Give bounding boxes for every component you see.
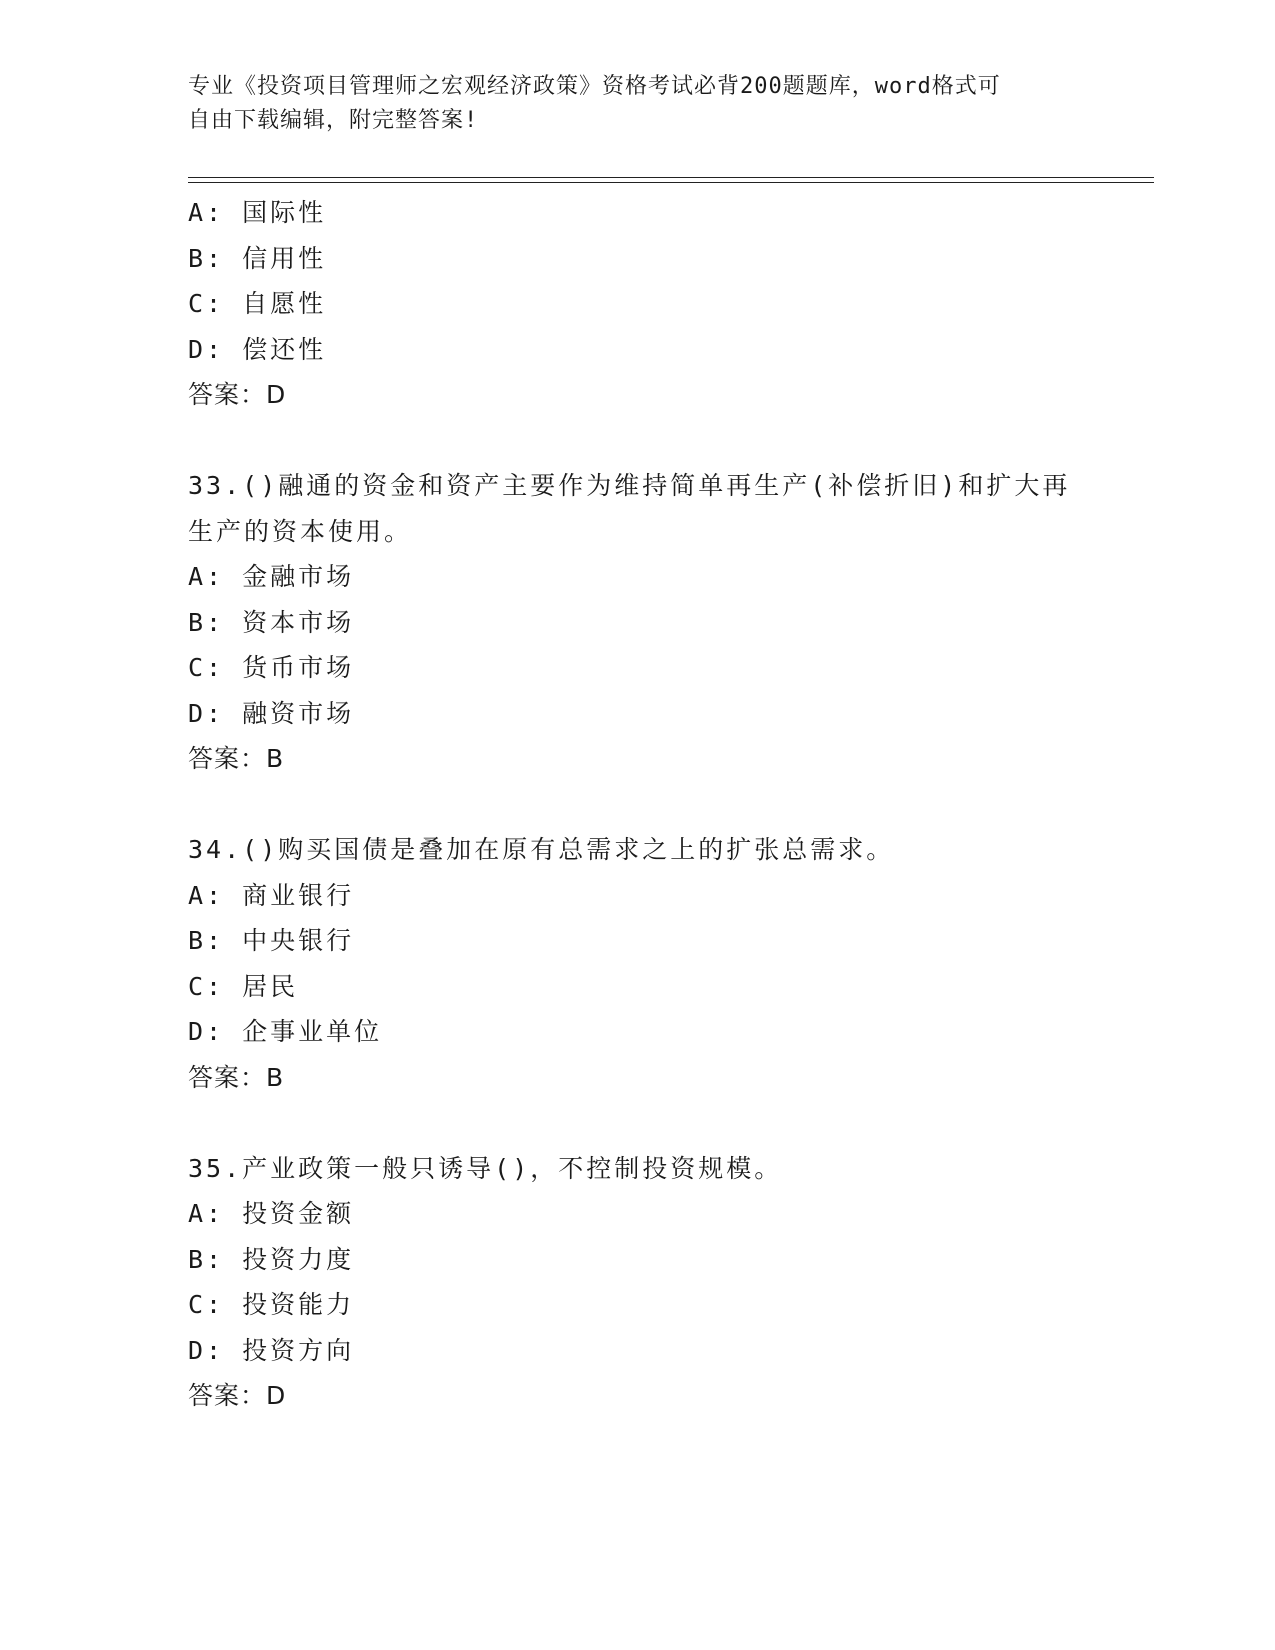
header-line-2: 自由下载编辑，附完整答案!	[188, 108, 479, 133]
question-34	[188, 827, 1088, 1100]
option-a: A: 金融市场	[188, 562, 355, 591]
spacer	[188, 782, 1088, 828]
question-33	[188, 463, 1088, 782]
answer: 答案：B	[188, 1062, 285, 1092]
option-d: D: 企事业单位	[188, 1017, 383, 1046]
spacer	[188, 418, 1088, 464]
question-32	[188, 190, 1088, 418]
option-c: C: 货币市场	[188, 653, 355, 682]
question-stem-line-2: 生产的资本使用。	[188, 516, 413, 546]
option-c: C: 自愿性	[188, 289, 327, 318]
option-b: B: 投资力度	[188, 1244, 355, 1274]
option-a: A: 商业银行	[188, 880, 355, 910]
option-b: B: 中央银行	[188, 926, 355, 955]
answer: 答案：D	[188, 380, 287, 409]
option-a: A: 投资金额	[188, 1199, 355, 1228]
question-stem-line-1: 33.()融通的资金和资产主要作为维持简单再生产(补偿折旧)和扩大再	[188, 471, 1071, 500]
option-c: C: 居民	[188, 971, 299, 1001]
option-b: B: 资本市场	[188, 607, 355, 637]
option-d: D: 偿还性	[188, 334, 327, 364]
header-divider-bottom	[188, 182, 1154, 183]
header-line-1: 专业《投资项目管理师之宏观经济政策》资格考试必背200题题库，word格式可	[188, 74, 1001, 99]
question-stem: 35.产业政策一般只诱导()，不控制投资规模。	[188, 1153, 783, 1183]
option-b: B: 信用性	[188, 243, 327, 273]
option-d: D: 投资方向	[188, 1335, 355, 1365]
answer: 答案：D	[188, 1381, 287, 1410]
option-c: C: 投资能力	[188, 1290, 355, 1319]
option-d: D: 融资市场	[188, 698, 355, 728]
question-list	[188, 190, 1088, 1419]
header-divider-top	[188, 177, 1154, 178]
option-a: A: 国际性	[188, 198, 327, 227]
question-stem: 34.()购买国债是叠加在原有总需求之上的扩张总需求。	[188, 835, 895, 864]
answer: 答案：B	[188, 744, 285, 773]
document-header	[188, 70, 1088, 138]
question-35	[188, 1146, 1088, 1419]
spacer	[188, 1100, 1088, 1146]
